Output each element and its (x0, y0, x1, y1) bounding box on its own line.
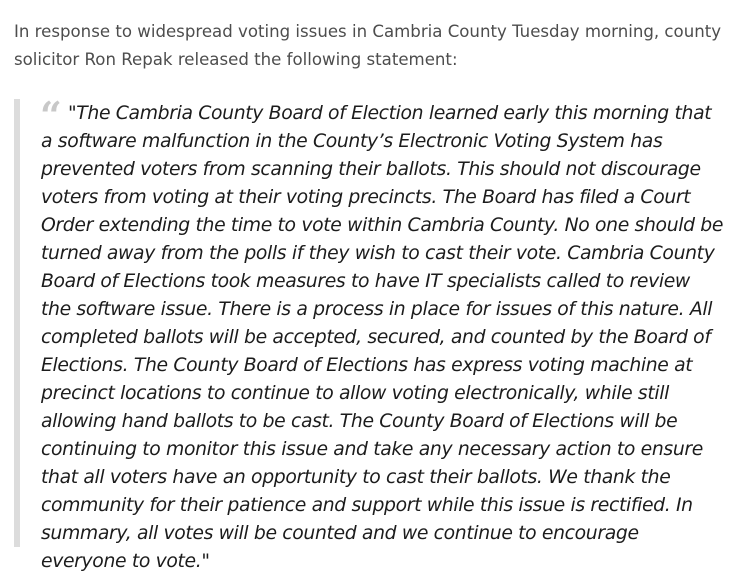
intro-paragraph: In response to widespread voting issues in Cambria County Tuesday morning, county solicitor Ron Repak released the following statement: (14, 22, 722, 69)
blockquote-border (14, 99, 20, 547)
blockquote-text: "The Cambria County Board of Election learned early this morning that a software malfunction in the County’s Electronic Voting System has prevented voters from scanning their ballots. This should not discourage voters from voting at their voting precincts. The Board has filed a Court Order extending the time to vote within Cambria County. No one should be turned away from the polls if they wish to cast their vote. Cambria County Board of Elections took measures to have IT specialists called to review the software issue. There is a process in place for issues of this nature. All completed ballots will be accepted, secured, and counted by the Board of Elections. The County Board of Elections has express voting machine at precinct locations to continue to allow voting electronically, while still allowing hand ballots to be cast. The County Board of Elections will be continuing to monitor this issue and take any necessary action to ensure that all voters have an opportunity to cast their ballots. We thank the community for their patience and support while this issue is rectified. In summary, all votes will be counted and we continue to encourage everyone to vote." (41, 103, 724, 572)
quote-open-icon: “ (40, 93, 62, 138)
